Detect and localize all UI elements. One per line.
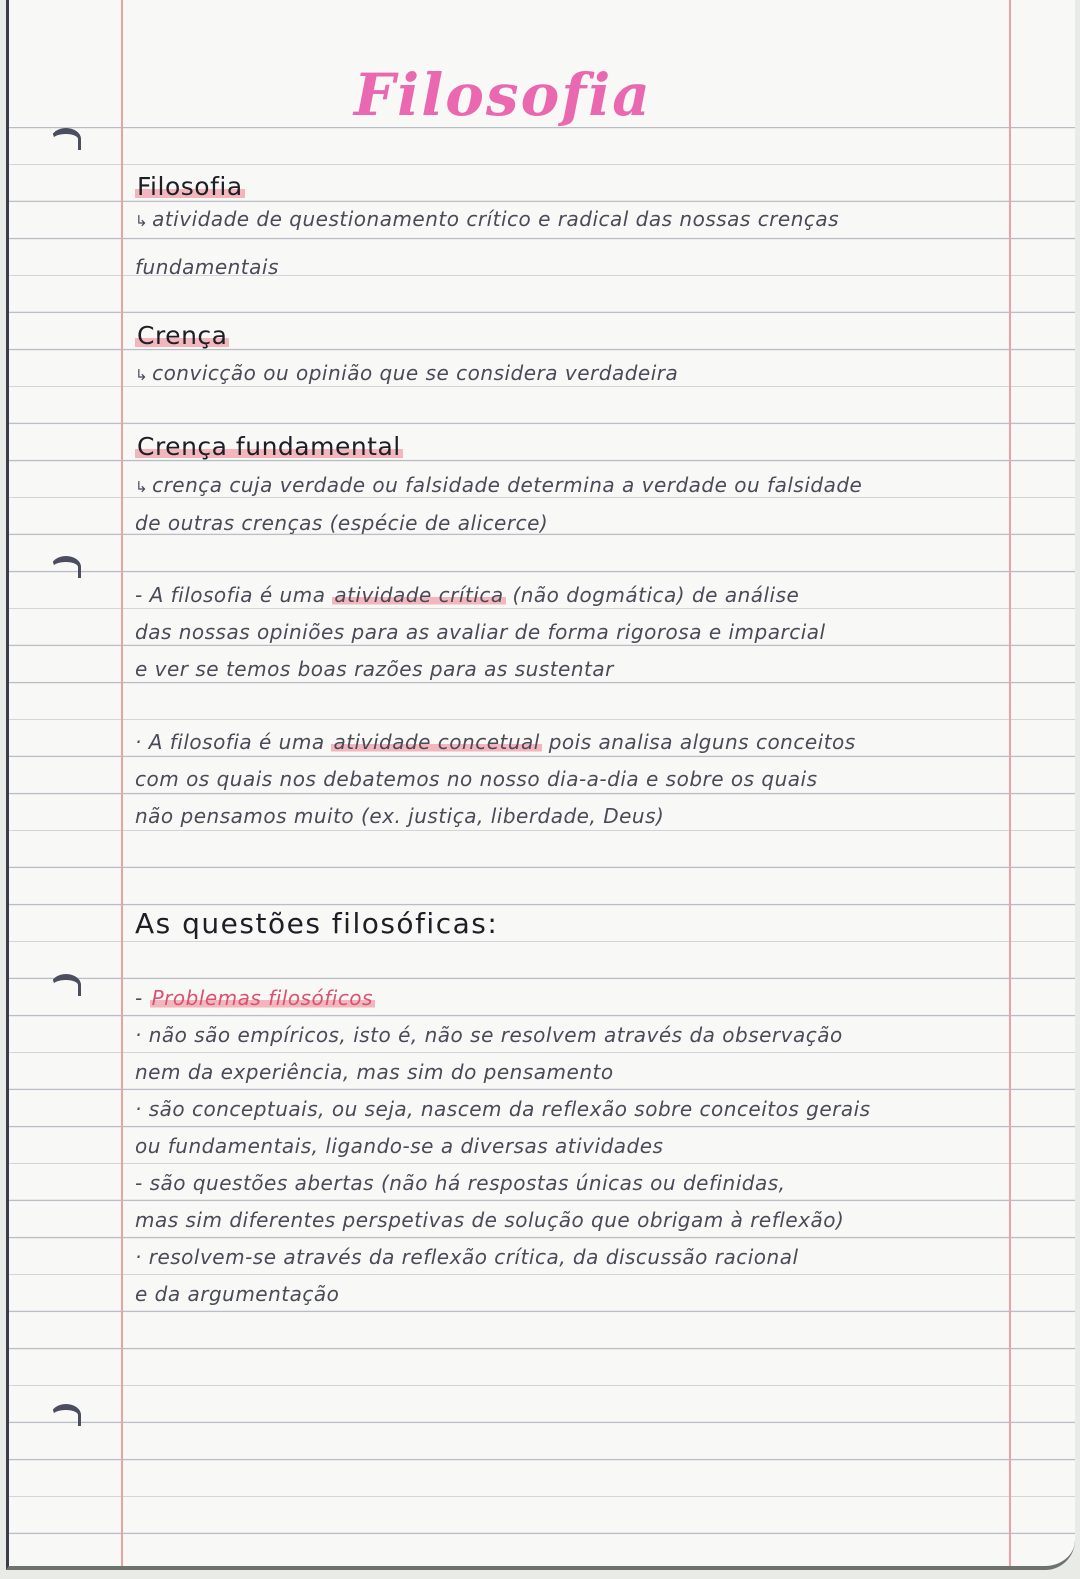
definition-text: crença cuja verdade ou falsidade determina a verdade ou falsidade (152, 473, 863, 497)
left-margin-line (121, 0, 123, 1566)
list-item: mas sim diferentes perspetivas de solução que obrigam à reflexão) (135, 1208, 845, 1232)
list-item: · são conceptuais, ou seja, nascem da reflexão sobre conceitos gerais (135, 1097, 871, 1121)
binder-hole-icon (51, 1404, 81, 1426)
bullet-line (135, 582, 799, 608)
right-margin-line (1009, 0, 1011, 1566)
list-item: - são questões abertas (não há respostas únicas ou definidas, (135, 1171, 786, 1195)
definition-line (135, 360, 678, 388)
list-item: e da argumentação (135, 1282, 340, 1306)
bullet-text: pois analisa alguns conceitos (541, 730, 856, 754)
bullet-line: não pensamos muito (ex. justiça, liberdade, Deus) (135, 804, 665, 828)
list-item: · não são empíricos, isto é, não se resolvem através da observação (135, 1023, 843, 1047)
arrow-icon: ↳ (135, 366, 149, 384)
binder-hole-icon (51, 556, 81, 578)
highlighted-term: atividade crítica (334, 583, 504, 607)
arrow-icon: ↳ (135, 212, 149, 230)
section-heading-crenca (135, 323, 229, 349)
notebook-page (6, 0, 1075, 1570)
definition-text: convicção ou opinião que se considera verdadeira (152, 361, 679, 385)
heading-text: Crença fundamental (137, 432, 401, 461)
definition-line: de outras crenças (espécie de alicerce) (135, 511, 549, 535)
arrow-icon: ↳ (135, 478, 149, 496)
section-heading-crenca-fundamental (135, 434, 403, 460)
bullet-line: com os quais nos debatemos no nosso dia-a-dia e sobre os quais (135, 767, 818, 791)
page-title: Filosofia (354, 61, 652, 129)
bullet-text: (não dogmática) de análise (505, 583, 800, 607)
list-item: nem da experiência, mas sim do pensamento (135, 1060, 614, 1084)
subheading-problemas-filosoficos: Problemas filosóficos (151, 986, 373, 1010)
list-item: ou fundamentais, ligando-se a diversas atividades (135, 1134, 664, 1158)
definition-line (135, 206, 839, 234)
bullet-line: das nossas opiniões para as avaliar de forma rigorosa e imparcial (135, 620, 826, 644)
heading-text: Filosofia (137, 172, 243, 201)
bullet-line: e ver se temos boas razões para as sustentar (135, 657, 614, 681)
bullet-text: - A filosofia é uma (135, 583, 333, 607)
section-heading-filosofia (135, 174, 245, 200)
definition-line (135, 472, 862, 500)
binder-hole-icon (51, 128, 81, 150)
dash: - (135, 986, 150, 1010)
bullet-line (135, 729, 856, 755)
bullet-text: · A filosofia é uma (135, 730, 332, 754)
highlighted-term: atividade concetual (333, 730, 540, 754)
heading-text: Crença (137, 321, 228, 350)
section-heading-questoes: As questões filosóficas: (135, 907, 499, 940)
definition-line: fundamentais (135, 255, 279, 279)
definition-text: atividade de questionamento crítico e radical das nossas crenças (152, 207, 840, 231)
binder-hole-icon (51, 974, 81, 996)
subheading-line (135, 985, 375, 1011)
list-item: · resolvem-se através da reflexão crítica, da discussão racional (135, 1245, 799, 1269)
